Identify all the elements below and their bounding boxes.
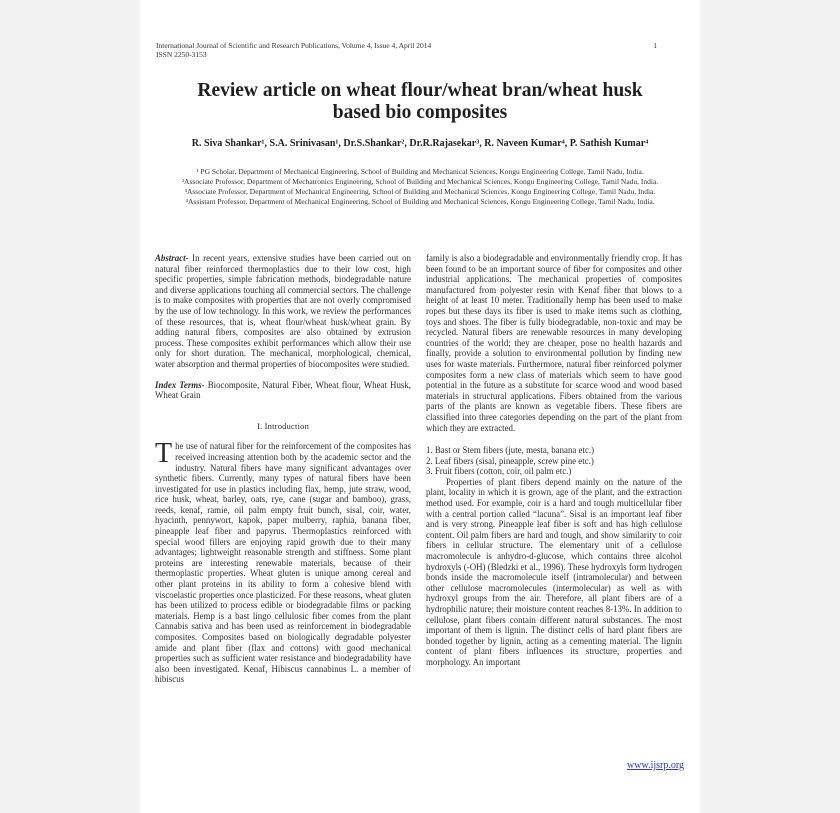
affiliation-2: ²Associate Professor, Department of Mechatronics Engineering, School of Building and Mechanical Sciences, Kongu Engineering College, Tamil Nadu, India. [181,177,659,186]
journal-issn: ISSN 2250-3153 [156,50,207,59]
left-column [155,253,411,685]
list-item: 1. Bast or Stem fibers (jute, mesta, banana etc.) [426,445,595,456]
journal-header [156,41,431,59]
drop-cap: T [155,438,173,470]
affiliation-1: ¹ PG Scholar, Department of Mechanical Engineering, School of Building and Mechanical Sciences, Kongu Engineering College, Tamil Nadu, India. [196,167,644,176]
affiliation-4: ⁴Assistant Professor, Department of Mechanical Engineering, School of Building and Mechanical Sciences, Kongu Engineering College, Tamil Nadu, India. [185,197,655,206]
intro-paragraph [155,438,411,685]
list-item: 2. Leaf fibers (sisal, pineapple, screw pine etc.) [426,455,594,466]
affiliation-3: ³Associate Professor, Department of Mechanical Engineering, School of Building and Mechanical Sciences, Kongu Engineering College, Tamil Nadu, India. [184,187,656,196]
title-line-2: based bio composites [332,102,508,123]
section-heading-introduction: I. Introduction [256,420,310,431]
right-paragraph-1: family is also a biodegradable and environmentally friendly crop. It has been found to be an important source of fiber for composites and other industrial applications. The mechanical properties of composites manufactured from polyester resin with Kenaf fiber that blows to a height of at least 10 meter. Traditionally hemp has been used to make ropes but these days its fiber is used to make items such as clothing, toys and shoes. The fiber is fully biodegradable, non-toxic and may be recycled. Natural fibers are renewable resources in many developing countries of the world; they are cheaper, pose no health hazards and finally, provide a solution to environmental pollution by finding new uses for waste materials. Furthermore, natural fiber reinforced polymer composites form a new class of materials which seem to have good potential in the future as a substitute for scarce wood and wood based materials in structural applications. Fibers obtained from the various parts of the plants are known as vegetable fibers. These fibers are classified into three categories depending on the part of the plant from which they are extracted. [426,253,682,433]
journal-website-link[interactable]: www.ijsrp.org [627,760,684,771]
right-column [426,253,682,668]
abstract [155,253,411,370]
journal-name: International Journal of Scientific and Research Publications, Volume 4, Issue 4, April 2014 [156,41,432,50]
index-terms-label: Index Terms [155,379,202,390]
title-line-1: Review article on wheat flour/wheat bran/wheat husk [197,80,643,101]
intro-text: he use of natural fiber for the reinforcement of the composites has received increasing attention both by the academic sector and the industry. Natural fibers have many significant advantages over synthetic fibers. Currently, many types of natural fibers have been investigated for use in plastics including flax, hemp, jute straw, wood, rice husk, wheat, barley, oats, rye, cane (sugar and bamboo), grass, reeds, kenaf, ramie, oil palm empty fruit bunch, sisal, coir, water, hyacinth, pennywort, kapok, paper mulberry, raphia, banana fiber, pineapple leaf fiber and papyrus. Thermoplastics reinforced with special wood fillers are enjoying rapid growth due to their many advantages; lightweight reasonable strength and stiffness. Some plant proteins are interesting renewable materials, because of their thermoplastic properties. Wheat gluten is unique among cereal and other plant proteins in its ability to form a cohesive blend with viscoelastic properties once plasticized. For these reasons, wheat gluten has been utilized to process edible or biodegradable films or packing materials. Hemp is a bast lingo cellulosic fiber comes from the plant Cannabis sativa and has been used as reinforcement in biodegradable composites. Composites based on biologically degradable polyester amide and plant fiber (flax and cottons) with good mechanical properties such as sufficient water resistance and biodegradability have also been investigated. Kenaf, Hibiscus cannabinus L. a member of hibiscus [155,441,411,685]
index-terms [155,380,411,401]
paper-page [140,0,700,813]
abstract-text: In recent years, extensive studies have been carried out on natural fiber reinforced thermoplastics due to their low cost, high specific properties, simple fabrication methods, biodegradable nature and diverse applications touching all commercial sectors. The challenge is to make composites with properties that are not overly compromised by the use of low technology. In this work, we review the performances of these resources, that is, wheat flour/wheat husk/wheat grain. By adding natural fibers, composites are also obtained by extrusion process. These composites exhibit performances which allow their use only for short duration. The mechanical, morphological, chemical, water absorption and thermal properties of biocomposites were studied. [155,253,411,369]
affiliations [160,167,680,207]
list-item: 3. Fruit fibers (cotton, coir, oil palm etc.) [426,466,572,477]
paper-title [140,80,700,124]
abstract-label: Abstract- [155,253,189,263]
right-paragraph-2: Properties of plant fibers depend mainly on the nature of the plant, locality in which it is grown, age of the plant, and the extraction method used. For example, coir is a hard and tough multicellular fiber with a central portion called “lacuna”. Sisal is an important leaf fiber and is very strong. Pineapple leaf fiber is soft and has high cellulose content. Oil palm fibers are hard and tough, and show similarity to coir fibers in cellular structure. The elementary unit of a cellulose macromolecule is anhydro-d-glucose, which contains three alcohol hydroxyls (-OH) (Bledzki et al., 1996). These hydroxyls form hydrogen bonds inside the macromolecule itself (intramolecular) and between other cellulose macromolecules (intermolecular) as well as with hydroxyl groups from the air. Therefore, all plant fibers are of a hydrophilic nature; their moisture content reaches 8-13%. In addition to cellulose, plant fibers contain different natural substances. The most important of them is lignin. The distinct cells of hard plant fibers are bonded together by lignin, acting as a cementing material. The lignin content of plant fibers influences its structure, properties and morphology. An important [426,476,682,667]
page-number: 1 [653,41,657,50]
author-list: R. Siva Shankar¹, S.A. Srinivasan¹, Dr.S.Shankar², Dr.R.Rajasekar³, R. Naveen Kumar⁴, P. Sathish Kumar⁴ [191,138,649,149]
index-terms-text: - Biocomposite, Natural Fiber, Wheat flour, Wheat Husk, Wheat Grain [155,379,411,401]
